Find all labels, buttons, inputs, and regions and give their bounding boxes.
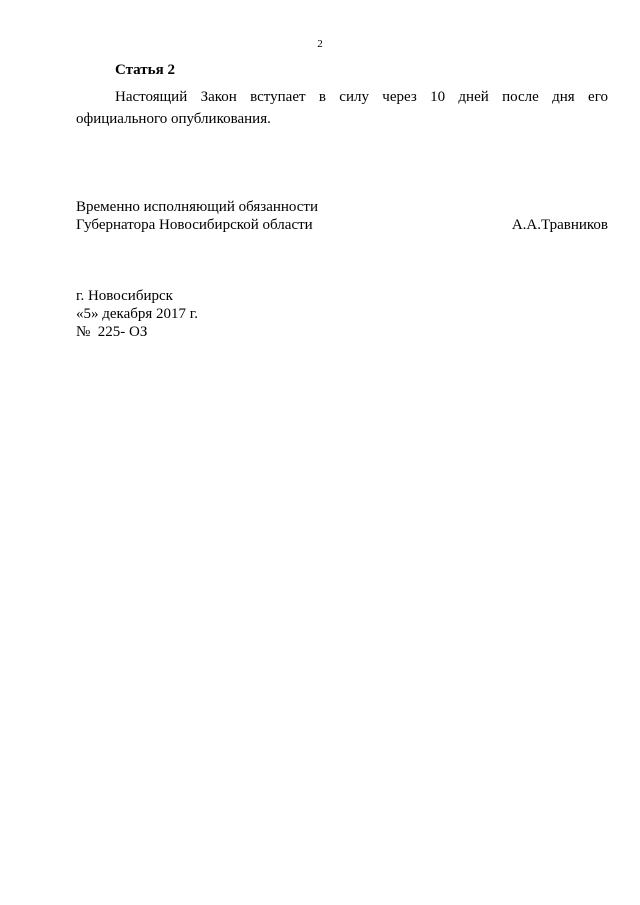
word: Настоящий (115, 89, 188, 105)
law-number: № 225- ОЗ (76, 324, 148, 340)
word: через (382, 89, 417, 105)
word: 10 (430, 89, 446, 105)
word: его (588, 89, 608, 105)
signatory-row (76, 216, 608, 234)
paragraph-line-2: официального опубликования. (76, 111, 271, 127)
date: «5» декабря 2017 г. (76, 306, 198, 322)
word: Закон (200, 89, 237, 105)
word: дней (458, 89, 489, 105)
word: дня (552, 89, 575, 105)
place-date-block (76, 287, 198, 341)
signatory-title-line-2: Губернатора Новосибирской области (76, 217, 313, 233)
word: силу (339, 89, 369, 105)
paragraph-line-1 (76, 86, 608, 108)
word: после (502, 89, 539, 105)
article-heading: Статья 2 (115, 62, 175, 78)
signature-block (76, 198, 608, 234)
signatory-name: А.А.Травников (511, 217, 608, 233)
page-number: 2 (317, 38, 323, 50)
word: в (318, 89, 326, 105)
article-paragraph (76, 86, 608, 130)
city: г. Новосибирск (76, 288, 173, 304)
signatory-title-line-1: Временно исполняющий обязанности (76, 199, 319, 215)
word: вступает (250, 89, 306, 105)
